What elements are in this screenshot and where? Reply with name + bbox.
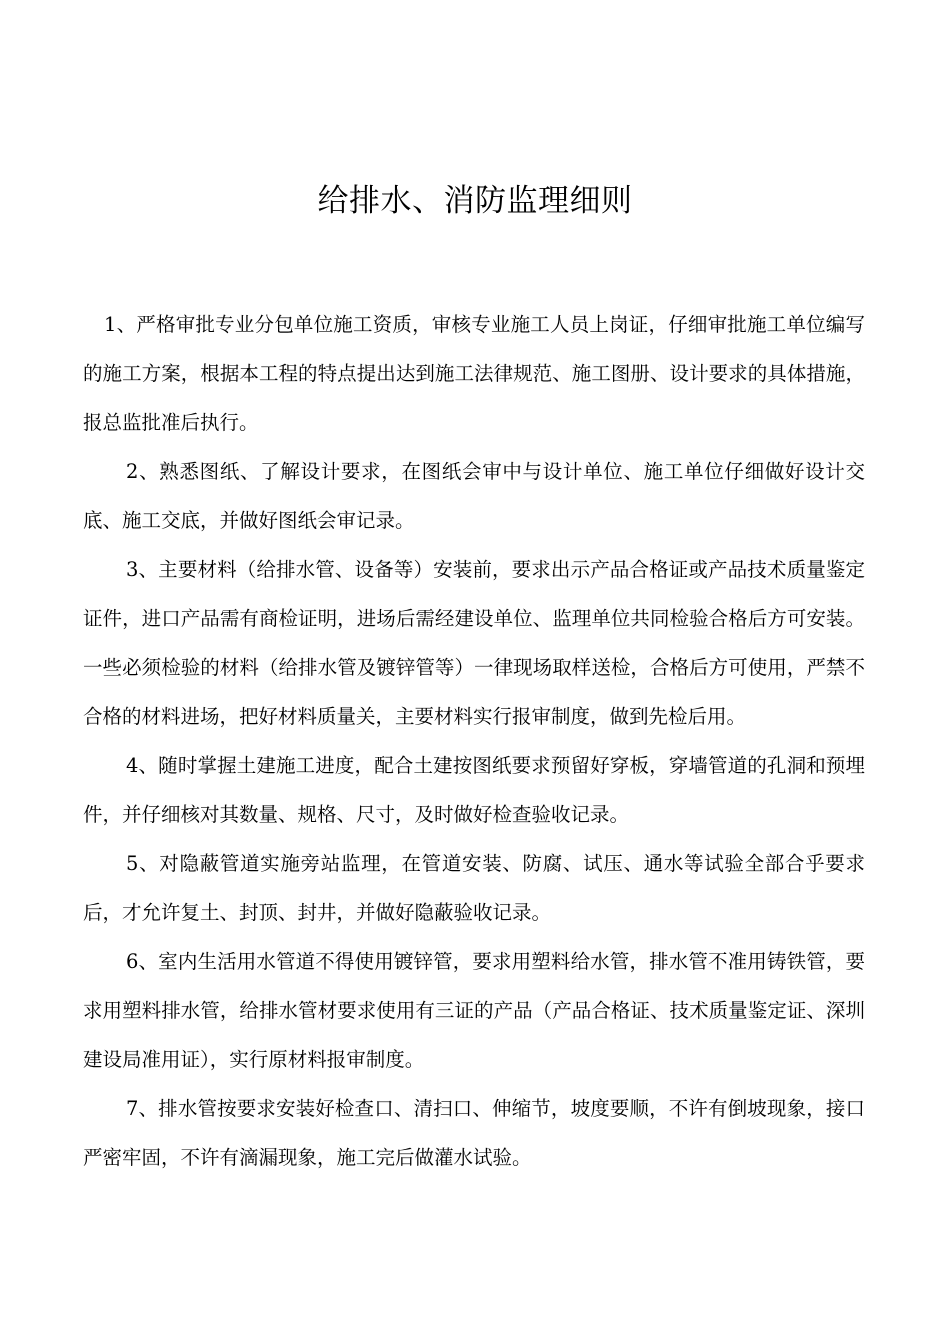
paragraph-3: 3、主要材料（给排水管、设备等）安装前，要求出示产品合格证或产品技术质量鉴定证件，进口产品需有商检证明，进场后需经建设单位、监理单位共同检验合格后方可安装。一些必须检验的材料（给排水管及镀锌管等）一律现场取样送检，合格后方可使用，严禁不合格的材料进场，把好材料质量关，主要材料实行报审制度，做到先检后用。 — [83, 558, 865, 728]
paragraph-5: 5、对隐蔽管道实施旁站监理，在管道安装、防腐、试压、通水等试验全部合乎要求后，才允许复土、封顶、封井，并做好隐蔽验收记录。 — [83, 852, 865, 924]
document-body — [83, 300, 865, 1182]
paragraph-6: 6、室内生活用水管道不得使用镀锌管，要求用塑料给水管，排水管不准用铸铁管，要求用塑料排水管，给排水管材要求使用有三证的产品（产品合格证、技术质量鉴定证、深圳建设局准用证），实行原材料报审制度。 — [83, 950, 865, 1071]
paragraph-1: 1、严格审批专业分包单位施工资质，审核专业施工人员上岗证，仔细审批施工单位编写的施工方案，根据本工程的特点提出达到施工法律规范、施工图册、设计要求的具体措施，报总监批准后执行。 — [83, 313, 865, 434]
paragraph-7: 7、排水管按要求安装好检查口、清扫口、伸缩节，坡度要顺，不许有倒坡现象，接口严密牢固，不许有滴漏现象，施工完后做灌水试验。 — [83, 1097, 865, 1169]
document-title: 给排水、消防监理细则 — [317, 183, 633, 219]
paragraph-2: 2、熟悉图纸、了解设计要求，在图纸会审中与设计单位、施工单位仔细做好设计交底、施工交底，并做好图纸会审记录。 — [83, 460, 865, 532]
paragraph-4: 4、随时掌握土建施工进度，配合土建按图纸要求预留好穿板，穿墙管道的孔洞和预埋件，并仔细核对其数量、规格、尺寸，及时做好检查验收记录。 — [83, 754, 865, 826]
